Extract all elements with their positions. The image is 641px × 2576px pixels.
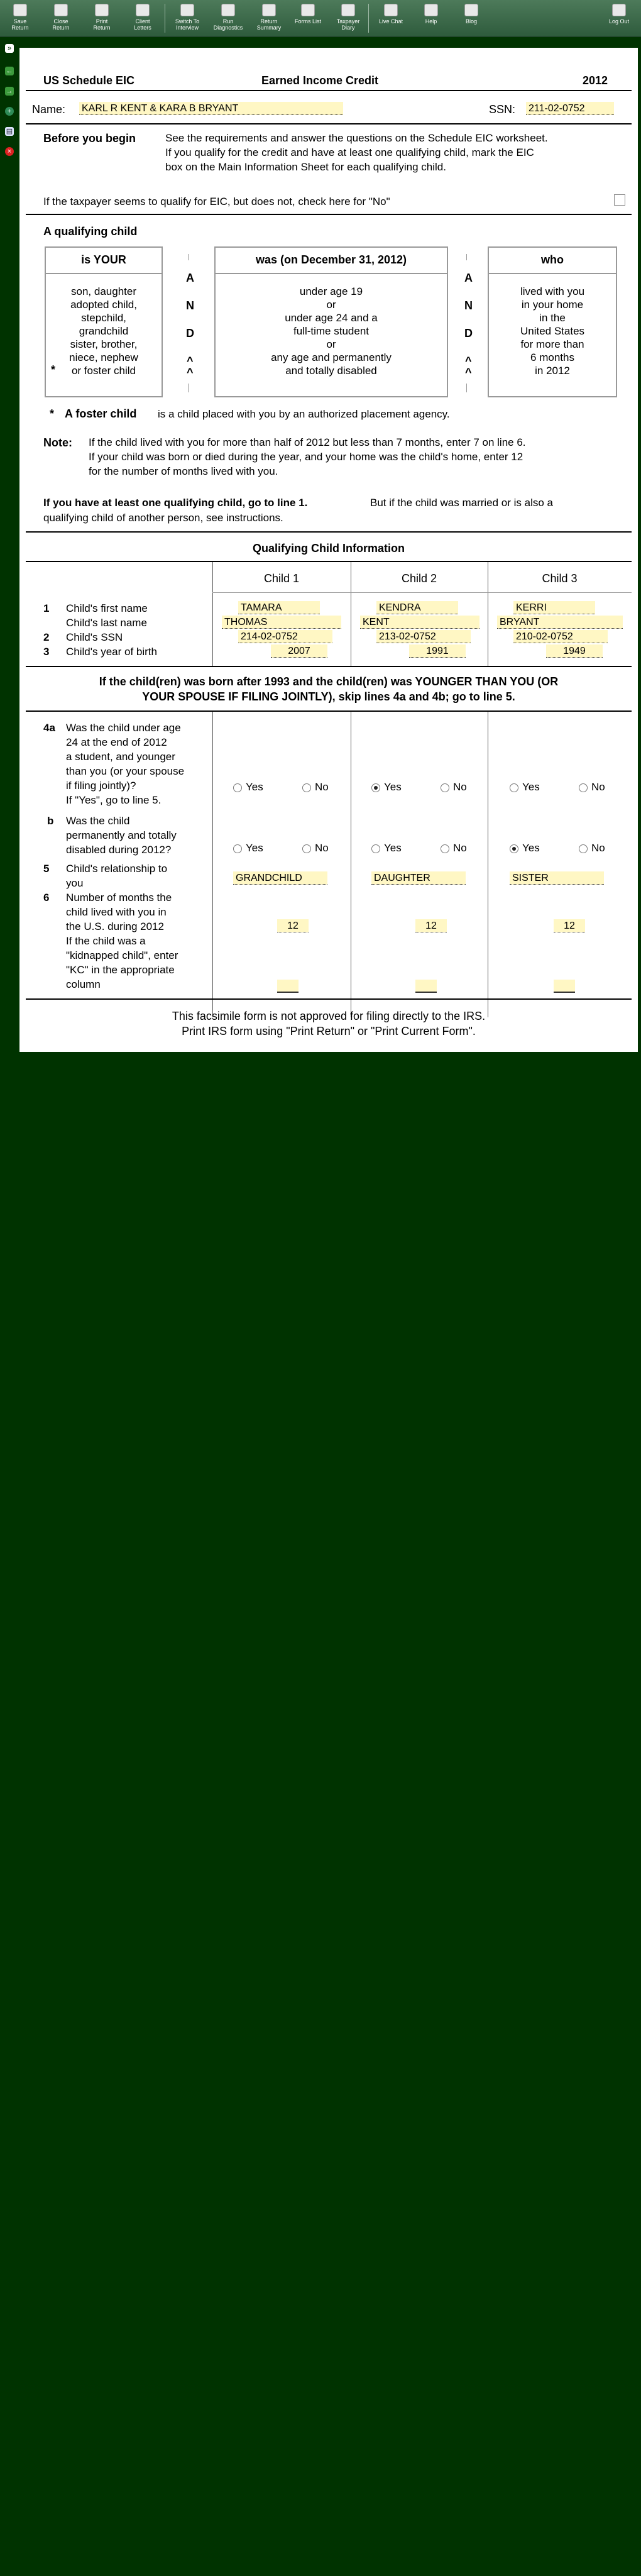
forms-list-button[interactable] xyxy=(289,1,327,35)
form-name: US Schedule EIC xyxy=(43,74,135,87)
q6-text: "KC" in the appropriate xyxy=(66,964,175,976)
q5-text: you xyxy=(66,877,84,889)
yes-label: Yes xyxy=(522,781,540,793)
summary-icon xyxy=(262,4,276,16)
line-number: 5 xyxy=(43,863,50,875)
yes-label: Yes xyxy=(246,781,263,793)
blog-icon xyxy=(464,4,478,16)
relationship-line: son, daughter xyxy=(71,285,136,297)
age-line: or xyxy=(326,299,336,311)
summary-button[interactable] xyxy=(250,1,288,35)
footer-disclaimer: This facsimile form is not approved for filing directly to the IRS. xyxy=(172,1010,486,1022)
child-1-ssn[interactable]: 214-02-0752 xyxy=(238,630,332,643)
form-title: Earned Income Credit xyxy=(261,74,379,87)
child-3-birth-year[interactable]: 1949 xyxy=(546,644,603,658)
divider xyxy=(212,592,632,593)
back-arrow-icon[interactable]: ← xyxy=(6,67,13,75)
age-line: or xyxy=(326,338,336,350)
residency-line: 6 months xyxy=(530,351,574,363)
and-letter: ^ xyxy=(187,366,194,379)
forward-arrow-icon[interactable]: → xyxy=(6,87,13,95)
print-form-icon[interactable]: ▤ xyxy=(6,128,13,135)
q4b-text: disabled during 2012? xyxy=(66,844,172,856)
child-3-relationship[interactable]: SISTER xyxy=(510,871,604,885)
and-letter: N xyxy=(186,299,194,312)
child-1-birth-year[interactable]: 2007 xyxy=(271,644,327,658)
name-field[interactable]: KARL R KENT & KARA B BRYANT xyxy=(79,102,343,115)
child-1-relationship[interactable]: GRANDCHILD xyxy=(233,871,327,885)
q6-text: If the child was a xyxy=(66,935,146,947)
divider xyxy=(26,214,632,215)
toolbar-button-label: Run Diagnostics xyxy=(213,18,243,31)
toolbar-button-label: Taxpayer Diary xyxy=(336,18,360,31)
q4a-text: than you (or your spouse xyxy=(66,765,185,777)
child-3-q4a-no-radio[interactable] xyxy=(579,783,588,792)
q6-text: child lived with you in xyxy=(66,906,167,918)
help-icon xyxy=(424,4,438,16)
born-after-note-2: YOUR SPOUSE IF FILING JOINTLY), skip lines 4a and 4b; go to line 5. xyxy=(142,690,515,703)
ssn-label: SSN: xyxy=(489,103,516,116)
and-letter: A xyxy=(464,272,473,284)
child-2-birth-year[interactable]: 1991 xyxy=(409,644,466,658)
q6-text: Number of months the xyxy=(66,892,172,904)
no-label: No xyxy=(591,842,605,854)
goto-rest-2: qualifying child of another person, see instructions. xyxy=(43,512,283,524)
residency-line: in the xyxy=(539,312,566,324)
add-icon[interactable]: + xyxy=(5,107,14,116)
help-button[interactable] xyxy=(412,1,450,35)
before-text-1: See the requirements and answer the questions on the Schedule EIC worksheet. xyxy=(165,132,548,144)
child-3-months[interactable]: 12 xyxy=(554,919,585,932)
child-2-months[interactable]: 12 xyxy=(415,919,447,932)
q4a-text: 24 at the end of 2012 xyxy=(66,736,167,748)
relationship-line: grandchild xyxy=(79,325,129,337)
note-label: Note: xyxy=(43,436,72,449)
divider xyxy=(26,561,632,562)
divider xyxy=(214,273,448,274)
print-icon xyxy=(95,4,109,16)
column-line xyxy=(212,712,213,1017)
arrow-line xyxy=(466,254,467,260)
row-label-last-name: Child's last name xyxy=(66,617,147,629)
footer-print-note: Print IRS form using "Print Return" or "Print Current Form". xyxy=(182,1025,476,1037)
yes-label: Yes xyxy=(384,781,402,793)
q4b-text: permanently and totally xyxy=(66,829,177,841)
note-line-2: If your child was born or died during the year, and your home was the child's home, enter 12 xyxy=(89,451,523,463)
child-1-first-name[interactable]: TAMARA xyxy=(238,601,320,614)
q4a-text: a student, and younger xyxy=(66,751,175,763)
toolbar-button-label: Switch To Interview xyxy=(175,18,200,31)
residency-line: in your home xyxy=(521,299,584,311)
note-line-1: If the child lived with you for more than half of 2012 but less than 7 months, enter 7 on line 6. xyxy=(89,436,526,448)
close-return-button[interactable] xyxy=(42,1,80,35)
child-3-last-name[interactable]: BRYANT xyxy=(497,616,623,629)
q4b-text: Was the child xyxy=(66,815,130,827)
q6-text: "kidnapped child", enter xyxy=(66,949,178,961)
child-2-q4a-no-radio[interactable] xyxy=(441,783,449,792)
child-2-q4b-no-radio[interactable] xyxy=(441,844,449,853)
child-2-kc-field[interactable] xyxy=(415,980,437,993)
and-letter: ^ xyxy=(465,355,472,367)
arrow-line xyxy=(466,384,467,392)
child-1-q4a-yes-radio[interactable] xyxy=(233,783,242,792)
arrow-line xyxy=(188,254,189,260)
and-letter: ^ xyxy=(465,366,472,379)
note-line-3: for the number of months lived with you. xyxy=(89,465,278,477)
and-letter: D xyxy=(186,327,194,340)
yes-label: Yes xyxy=(522,842,540,854)
diagnostics-button[interactable] xyxy=(209,1,247,35)
child-1-q4b-yes-radio[interactable] xyxy=(233,844,242,853)
divider xyxy=(26,998,632,1000)
toolbar-separator xyxy=(368,4,369,33)
and-letter: N xyxy=(464,299,473,312)
toolbar-button-label: Log Out xyxy=(608,18,630,25)
yes-label: Yes xyxy=(384,842,402,854)
qualifying-heading: A qualifying child xyxy=(43,225,138,238)
child-1-q4b-no-radio[interactable] xyxy=(302,844,311,853)
age-box-title: was (on December 31, 2012) xyxy=(255,253,407,266)
residency-line: United States xyxy=(520,325,585,337)
relationship-line: stepchild, xyxy=(81,312,126,324)
letters-button[interactable] xyxy=(124,1,162,35)
toolbar-button-label: Live Chat xyxy=(378,18,403,25)
expand-icon[interactable]: » xyxy=(5,44,14,53)
child-2-last-name[interactable]: KENT xyxy=(360,616,479,629)
divider xyxy=(26,531,632,533)
age-line: and totally disabled xyxy=(285,365,377,377)
forms-list-icon xyxy=(301,4,315,16)
line-number: b xyxy=(47,815,54,827)
q4a-text: if filing jointly)? xyxy=(66,780,136,792)
save-button[interactable] xyxy=(1,1,39,35)
residency-line: for more than xyxy=(520,338,584,350)
q6-text: column xyxy=(66,978,101,990)
child-2-relationship[interactable]: DAUGHTER xyxy=(371,871,466,885)
switch-icon xyxy=(180,4,194,16)
child-3-first-name[interactable]: KERRI xyxy=(513,601,595,614)
q4a-text: Was the child under age xyxy=(66,722,181,734)
ssn-field[interactable]: 211-02-0752 xyxy=(526,102,614,115)
q4a-text: If "Yes", go to line 5. xyxy=(66,794,162,806)
yes-label: Yes xyxy=(246,842,263,854)
toolbar-button-label: Forms List xyxy=(294,18,321,25)
divider xyxy=(488,273,617,274)
no-eic-checkbox[interactable] xyxy=(614,194,625,206)
divider xyxy=(45,273,163,274)
toolbar-button-label: Save Return xyxy=(11,18,29,31)
toolbar-button-label: Print Return xyxy=(93,18,111,31)
foster-heading: A foster child xyxy=(65,407,137,420)
child-2-ssn[interactable]: 213-02-0752 xyxy=(376,630,471,643)
child-3-kc-field[interactable] xyxy=(554,980,575,993)
footnote-star: * xyxy=(51,363,56,376)
row-label-birth-year: Child's year of birth xyxy=(66,646,157,658)
age-line: under age 24 and a xyxy=(285,312,378,324)
child-1-q4a-no-radio[interactable] xyxy=(302,783,311,792)
toolbar-button-label: Help xyxy=(425,18,437,25)
residency-line: lived with you xyxy=(520,285,585,297)
before-text-3: box on the Main Information Sheet for each qualifying child. xyxy=(165,161,446,173)
child-3-q4a-yes-radio[interactable] xyxy=(510,783,518,792)
diary-icon xyxy=(341,4,355,16)
col-head-child-2: Child 2 xyxy=(401,572,437,585)
age-line: full-time student xyxy=(293,325,369,337)
form-year: 2012 xyxy=(583,74,608,87)
toolbar-button-label: Close Return xyxy=(52,18,70,31)
child-2-first-name[interactable]: KENDRA xyxy=(376,601,458,614)
before-heading: Before you begin xyxy=(43,132,136,145)
q5-text: Child's relationship to xyxy=(66,863,168,875)
q6-text: the U.S. during 2012 xyxy=(66,920,164,932)
divider xyxy=(26,710,632,712)
no-label: No xyxy=(591,781,605,793)
print-button[interactable] xyxy=(83,1,121,35)
child-3-ssn[interactable]: 210-02-0752 xyxy=(513,630,608,643)
line-number: 3 xyxy=(43,646,50,658)
qci-heading: Qualifying Child Information xyxy=(253,542,405,555)
child-1-last-name[interactable]: THOMAS xyxy=(222,616,341,629)
col-head-child-1: Child 1 xyxy=(263,572,300,585)
main-toolbar xyxy=(0,0,641,37)
relationship-line: adopted child, xyxy=(70,299,137,311)
logout-button[interactable] xyxy=(600,1,638,35)
child-2-q4b-yes-radio[interactable] xyxy=(371,844,380,853)
line-number: 4a xyxy=(43,722,55,734)
no-eic-text: If the taxpayer seems to qualify for EIC, but does not, check here for "No" xyxy=(43,196,390,207)
divider xyxy=(26,666,632,667)
no-label: No xyxy=(453,781,467,793)
child-1-months[interactable]: 12 xyxy=(277,919,309,932)
age-line: any age and permanently xyxy=(271,351,392,363)
child-3-q4b-no-radio[interactable] xyxy=(579,844,588,853)
close-return-icon xyxy=(54,4,68,16)
row-label-first-name: Child's first name xyxy=(66,602,148,614)
chat-button[interactable] xyxy=(372,1,410,35)
line-number: 2 xyxy=(43,631,50,643)
line-number: 1 xyxy=(43,602,50,614)
foster-star: * xyxy=(50,407,55,420)
toolbar-button-label: Blog xyxy=(465,18,477,25)
foster-text: is a child placed with you by an authorized placement agency. xyxy=(158,408,450,420)
diary-button[interactable] xyxy=(329,1,367,35)
switch-button[interactable] xyxy=(168,1,206,35)
save-icon xyxy=(13,4,27,16)
col-head-child-3: Child 3 xyxy=(542,572,578,585)
relationship-line: niece, nephew xyxy=(69,351,138,363)
born-after-note-1: If the child(ren) was born after 1993 and the child(ren) was YOUNGER THAN YOU (OR xyxy=(99,675,559,688)
residency-box-title: who xyxy=(541,253,564,266)
no-label: No xyxy=(315,781,329,793)
divider xyxy=(26,90,632,91)
residency-line: in 2012 xyxy=(535,365,570,377)
child-1-kc-field[interactable] xyxy=(277,980,299,993)
diagnostics-icon xyxy=(221,4,235,16)
toolbar-button-label: Client Letters xyxy=(134,18,151,31)
goto-line1-text: If you have at least one qualifying child, go to line 1. xyxy=(43,497,308,509)
and-letter: D xyxy=(464,327,473,340)
before-text-2: If you qualify for the credit and have at least one qualifying child, mark the EIC xyxy=(165,146,534,158)
child-3-q4b-yes-radio[interactable] xyxy=(510,844,518,853)
child-2-q4a-yes-radio[interactable] xyxy=(371,783,380,792)
chat-icon xyxy=(384,4,398,16)
no-label: No xyxy=(315,842,329,854)
age-line: under age 19 xyxy=(299,285,363,297)
logout-icon xyxy=(612,4,626,16)
relationship-line: sister, brother, xyxy=(70,338,138,350)
relationship-line: or foster child xyxy=(71,365,136,377)
letters-icon xyxy=(136,4,150,16)
toolbar-button-label: Return Summary xyxy=(256,18,282,31)
row-label-ssn: Child's SSN xyxy=(66,631,123,643)
relationship-box-title: is YOUR xyxy=(81,253,126,266)
and-letter: A xyxy=(186,272,194,284)
and-letter: ^ xyxy=(187,355,194,367)
no-label: No xyxy=(453,842,467,854)
blog-button[interactable] xyxy=(452,1,490,35)
delete-icon[interactable]: × xyxy=(5,147,14,156)
goto-rest-1: But if the child was married or is also a xyxy=(370,497,554,509)
line-number: 6 xyxy=(43,892,50,904)
name-label: Name: xyxy=(32,103,66,116)
arrow-line xyxy=(188,384,189,392)
divider xyxy=(26,123,632,124)
form-sheet xyxy=(19,48,638,1052)
